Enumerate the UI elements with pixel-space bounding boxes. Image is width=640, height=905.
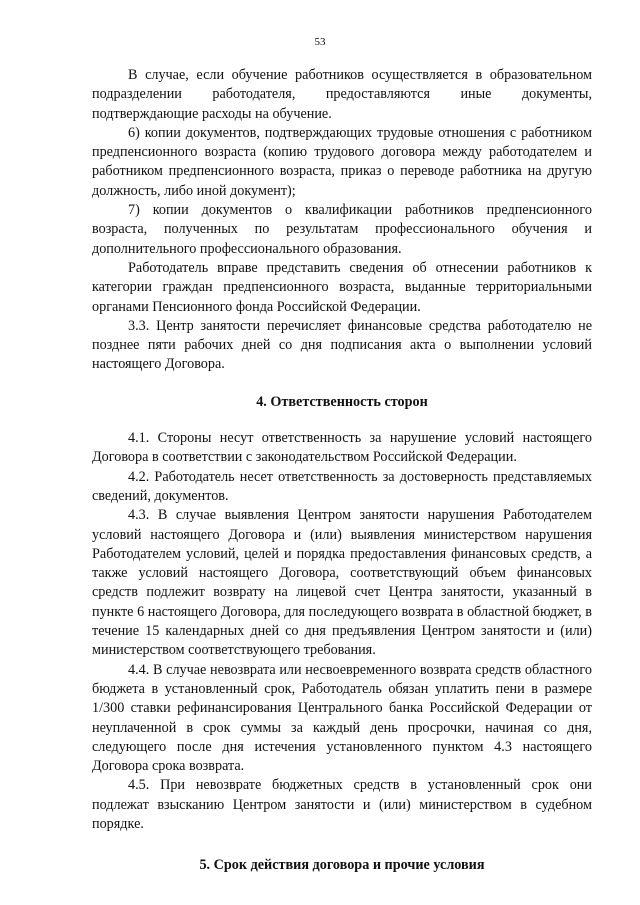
paragraph-3-3: 3.3. Центр занятости перечисляет финансовые средства работодателю не позднее пяти рабочих дней со дня подписания акта о выполнении условий настоящего Договора. xyxy=(92,317,592,373)
section-4-heading: 4. Ответственность сторон xyxy=(256,393,428,410)
document-body xyxy=(92,66,592,876)
section-5-heading: 5. Срок действия договора и прочие условия xyxy=(199,857,485,874)
paragraph-4-3: 4.3. В случае выявления Центром занятости нарушения Работодателем условий настоящего Договора и (или) выявления министерством нарушения Работодателем условий, целей и порядка предоставления финансовых средств, а также условий настоящего Договора, соответствующий объем финансовых средств подлежит возврату на лицевой счет Центра занятости, указанный в пункте 6 настоящего Договора, для последующего возврата в областной бюджет, в течение 15 календарных дней со дня предъявления Центром занятости и (или) министерством соответствующего требования. xyxy=(92,507,592,659)
paragraph-education-docs: В случае, если обучение работников осуществляется в образовательном подразделении работодателя, предоставляются иные документы, подтверждающие расходы на обучение. xyxy=(92,67,592,122)
paragraph-item-7: 7) копии документов о квалификации работников предпенсионного возраста, полученных по результатам профессионального обучения и дополнительного профессионального образования. xyxy=(92,202,592,257)
paragraph-4-1: 4.1. Стороны несут ответственность за нарушение условий настоящего Договора в соответствии с законодательством Российской Федерации. xyxy=(92,430,592,466)
paragraph-4-2: 4.2. Работодатель несет ответственность за достоверность представляемых сведений, документов. xyxy=(92,468,592,504)
paragraph-pension-info: Работодатель вправе представить сведения об отнесении работников к категории граждан предпенсионного возраста, выданные территориальными органами Пенсионного фонда Российской Федерации. xyxy=(92,259,592,315)
page-number: 53 xyxy=(314,36,326,48)
paragraph-4-4: 4.4. В случае невозврата или несвоевременного возврата средств областного бюджета в установленный срок, Работодатель обязан уплатить пени в размере 1/300 ставки рефинансирования Центрального банка Российской Федерации от неуплаченной в срок суммы за каждый день просрочки, начиная со дня, следующего после дня истечения установленного пунктом 4.3 настоящего Договора срока возврата. xyxy=(92,661,592,775)
paragraph-4-5: 4.5. При невозврате бюджетных средств в установленный срок они подлежат взысканию Центром занятости и (или) министерством в судебном порядке. xyxy=(92,777,592,832)
paragraph-item-6: 6) копии документов, подтверждающих трудовые отношения с работником предпенсионного возраста (копию трудового договора между работодателем и работником предпенсионного возраста, приказ о переводе работника на другую должность, либо иной документ); xyxy=(92,124,592,199)
